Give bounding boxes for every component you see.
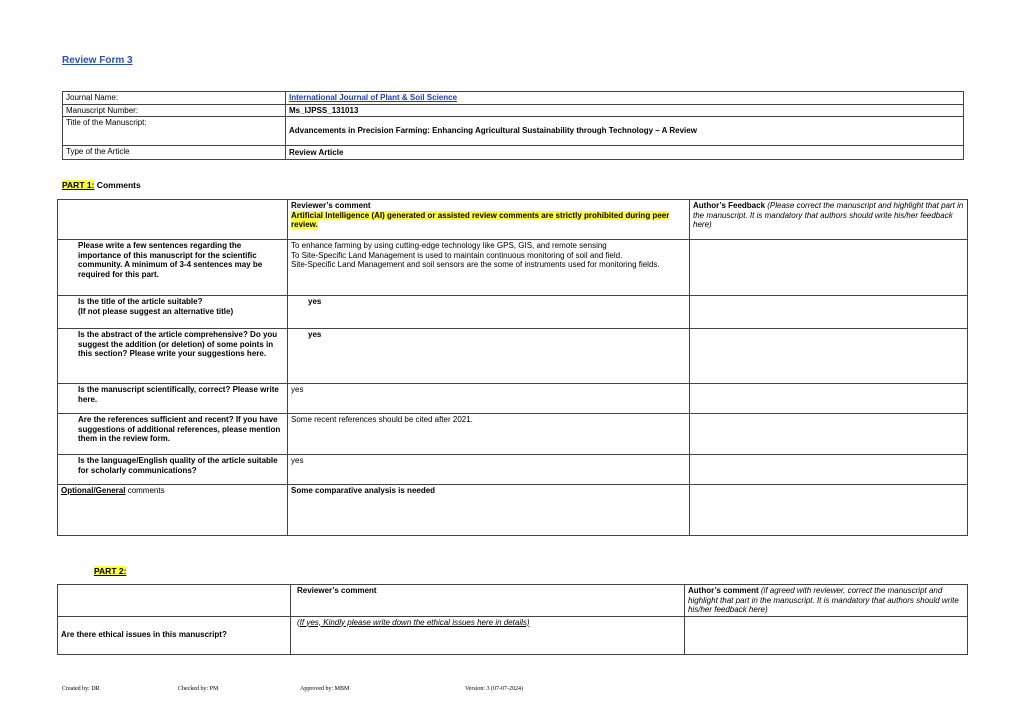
- part2-ethics-table: [57, 584, 968, 655]
- ai-notice: Artificial Intelligence (AI) generated or assisted review comments are strictly prohibited during peer review.: [291, 210, 670, 229]
- question-importance: Please write a few sentences regarding the importance of this manuscript for the scientific community. A minimum of 3-4 sentences may be required for this part.: [58, 240, 288, 296]
- manuscript-info-table: [62, 91, 964, 160]
- answer-references[interactable]: Some recent references should be cited after 2021.: [288, 414, 690, 455]
- type-label: Type of the Article: [63, 146, 286, 160]
- part2-heading: PART 2:: [94, 566, 127, 576]
- journal-link[interactable]: International Journal of Plant & Soil Science: [289, 93, 458, 102]
- article-type: Review Article: [286, 146, 964, 160]
- footer-checked: Checked by: PM: [178, 686, 219, 692]
- blank-header-cell: [58, 585, 291, 617]
- footer-version: Version: 3 (07-07-2024): [465, 686, 523, 692]
- feedback-importance[interactable]: [690, 240, 968, 296]
- part1-heading: PART 1: Comments: [62, 180, 141, 190]
- title-label: Title of the Manuscript:: [63, 117, 286, 146]
- part2-reviewer-header: Reviewer’s comment: [291, 585, 685, 617]
- feedback-ethics[interactable]: [685, 616, 968, 654]
- reviewer-comment-header: Reviewer’s comment Artificial Intelligence (AI) generated or assisted review comments are strictly prohibited during peer review.: [288, 200, 690, 240]
- answer-language[interactable]: yes: [288, 455, 690, 485]
- form-title: Review Form 3: [62, 55, 133, 66]
- question-language: Is the language/English quality of the article suitable for scholarly communications?: [58, 455, 288, 485]
- answer-importance[interactable]: To enhance farming by using cutting-edge technology like GPS, GIS, and remote sensing To Site-Specific Land Management is used to maintain continuous monitoring of soil and field. Site-Specific Land Management and soil sensors are the some of instruments used for monitoring fields.: [288, 240, 690, 296]
- feedback-language[interactable]: [690, 455, 968, 485]
- part1-comments-table: [57, 199, 968, 536]
- optional-comments-answer[interactable]: Some comparative analysis is needed: [288, 485, 690, 536]
- answer-title[interactable]: yes: [288, 296, 690, 329]
- feedback-references[interactable]: [690, 414, 968, 455]
- author-feedback-header: Author’s Feedback (Please correct the manuscript and highlight that part in the manuscript. It is mandatory that authors should write his/her feedback here): [690, 200, 968, 240]
- part2-author-header: Author’s comment (if agreed with reviewer, correct the manuscript and highlight that part in the manuscript. It is mandatory that authors should write his/her feedback here): [685, 585, 968, 617]
- answer-abstract[interactable]: yes: [288, 329, 690, 384]
- journal-label: Journal Name:: [63, 92, 286, 105]
- manuscript-title: Advancements in Precision Farming: Enhancing Agricultural Sustainability through Technology – A Review: [286, 117, 964, 146]
- answer-ethics[interactable]: (If yes, Kindly please write down the ethical issues here in details): [291, 616, 685, 654]
- feedback-abstract[interactable]: [690, 329, 968, 384]
- answer-scientific[interactable]: yes: [288, 384, 690, 414]
- optional-comments-label: Optional/General comments: [58, 485, 288, 536]
- blank-header-cell: [58, 200, 288, 240]
- footer-approved: Approved by: MBM: [300, 686, 350, 692]
- manuscript-label: Manuscript Number:: [63, 104, 286, 117]
- question-ethics: Are there ethical issues in this manuscript?: [58, 616, 291, 654]
- question-scientific: Is the manuscript scientifically, correct? Please write here.: [58, 384, 288, 414]
- feedback-title[interactable]: [690, 296, 968, 329]
- question-references: Are the references sufficient and recent? If you have suggestions of additional references, please mention them in the review form.: [58, 414, 288, 455]
- footer-created: Created by: DR: [62, 686, 100, 692]
- optional-comments-feedback[interactable]: [690, 485, 968, 536]
- question-title: Is the title of the article suitable? (If not please suggest an alternative title): [58, 296, 288, 329]
- manuscript-number: Ms_IJPSS_131013: [286, 104, 964, 117]
- question-abstract: Is the abstract of the article comprehensive? Do you suggest the addition (or deletion) of some points in this section? Please write your suggestions here.: [58, 329, 288, 384]
- feedback-scientific[interactable]: [690, 384, 968, 414]
